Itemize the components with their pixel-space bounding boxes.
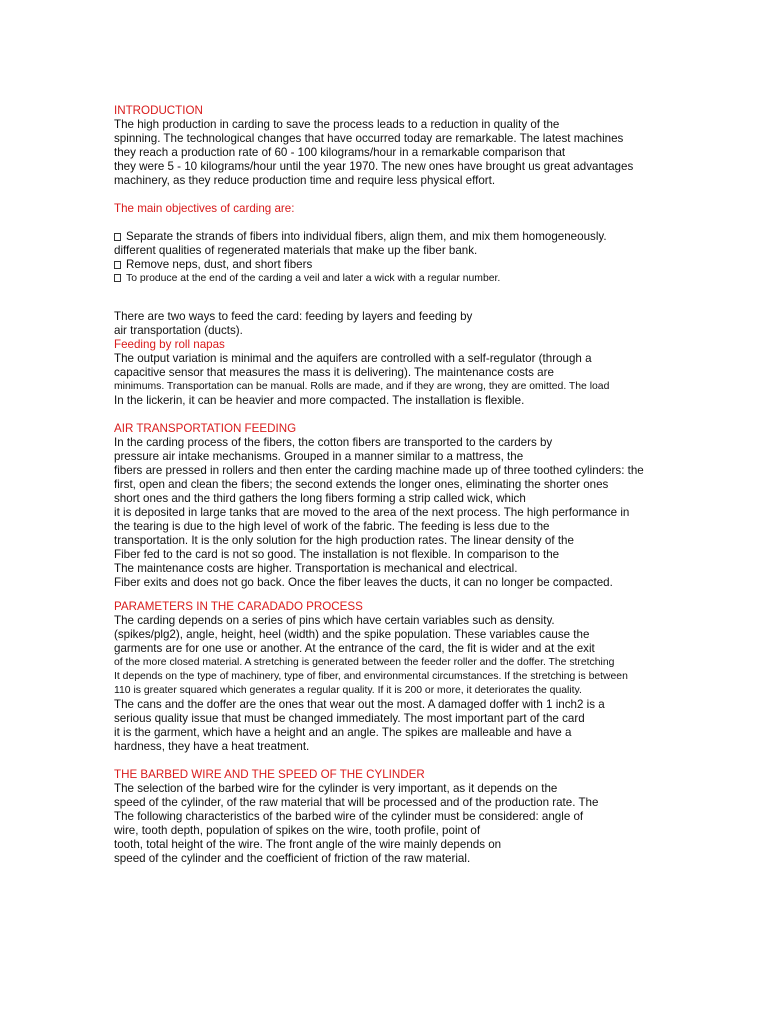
air-feeding-line: The maintenance costs are higher. Transportation is mechanical and electrical. [114,562,518,575]
air-feeding-line: first, open and clean the fibers; the second extends the longer ones, eliminating the shorter ones [114,478,609,491]
air-feeding-line: Fiber exits and does not go back. Once the fiber leaves the ducts, it can no longer be compacted. [114,576,613,589]
air-feeding-line: Fiber fed to the card is not so good. The installation is not flexible. In comparison to the [114,548,560,561]
objective-bullet [114,272,694,286]
intro-line: The high production in carding to save the process leads to a reduction in quality of the [114,118,560,131]
parameters-line: The cans and the doffer are the ones that wear out the most. A damaged doffer with 1 inch2 is a [114,698,605,711]
parameters-line: it is the garment, which have a height and an angle. The spikes are malleable and have a [114,726,572,739]
checkbox-glyph-icon [114,261,121,269]
roll-feeding-line: capacitive sensor that measures the mass it is delivering). The maintenance costs are [114,366,554,379]
barbed-wire-line: tooth, total height of the wire. The front angle of the wire mainly depends on [114,838,502,851]
intro-line: they reach a production rate of 60 - 100 kilograms/hour in a remarkable comparison that [114,146,566,159]
air-feeding-line: short ones and the third gathers the long fibers forming a strip called wick, which [114,492,526,505]
air-feeding-line: fibers are pressed in rollers and then enter the carding machine made up of three toothed cylinders: the [114,464,644,477]
parameters-line: hardness, they have a heat treatment. [114,740,310,753]
objective-bullet [114,258,694,272]
air-feeding-heading: AIR TRANSPORTATION FEEDING [114,422,297,435]
objective-text: To produce at the end of the carding a veil and later a wick with a regular number. [126,273,501,284]
roll-feeding-heading: Feeding by roll napas [114,338,225,351]
barbed-wire-heading: THE BARBED WIRE AND THE SPEED OF THE CYLINDER [114,768,425,781]
objective-bullet [114,230,694,244]
checkbox-glyph-icon [114,274,121,282]
feeding-intro-line: air transportation (ducts). [114,324,243,337]
roll-feeding-line: minimums. Transportation can be manual. Rolls are made, and if they are wrong, they are omitted. The load [114,381,610,392]
parameters-line: serious quality issue that must be changed immediately. The most important part of the card [114,712,585,725]
objective-text: Remove neps, dust, and short fibers [126,258,313,271]
air-feeding-line: it is deposited in large tanks that are moved to the area of the next process. The high performance in [114,506,630,519]
barbed-wire-line: speed of the cylinder and the coefficient of friction of the raw material. [114,852,471,865]
barbed-wire-line: speed of the cylinder, of the raw material that will be processed and of the production rate. The [114,796,599,809]
feeding-intro-line: There are two ways to feed the card: feeding by layers and feeding by [114,310,473,323]
barbed-wire-line: The following characteristics of the barbed wire of the cylinder must be considered: angle of [114,810,584,823]
intro-heading: INTRODUCTION [114,104,203,117]
objective-text: Separate the strands of fibers into individual fibers, align them, and mix them homogeneously. [126,230,607,243]
document-page [114,104,694,866]
intro-line: machinery, as they reduce production time and require less physical effort. [114,174,496,187]
barbed-wire-line: wire, tooth depth, population of spikes on the wire, tooth profile, point of [114,824,481,837]
air-feeding-line: In the carding process of the fibers, the cotton fibers are transported to the carders by [114,436,553,449]
objective-continuation: different qualities of regenerated materials that make up the fiber bank. [114,244,478,257]
checkbox-glyph-icon [114,233,121,241]
air-feeding-line: pressure air intake mechanisms. Grouped in a manner similar to a mattress, the [114,450,524,463]
parameters-line: garments are for one use or another. At the entrance of the card, the fit is wider and at the exit [114,642,595,655]
parameters-heading: PARAMETERS IN THE CARADADO PROCESS [114,600,363,613]
air-feeding-line: the tearing is due to the high level of work of the fabric. The feeding is less due to the [114,520,550,533]
parameters-line: of the more closed material. A stretching is generated between the feeder roller and the doffer. The stretching [114,657,615,668]
parameters-line: 110 is greater squared which generates a regular quality. If it is 200 or more, it deteriorates the quality. [114,685,582,696]
intro-line: spinning. The technological changes that have occurred today are remarkable. The latest machines [114,132,624,145]
roll-feeding-line: In the lickerin, it can be heavier and more compacted. The installation is flexible. [114,394,525,407]
parameters-line: It depends on the type of machinery, type of fiber, and environmental circumstances. If the stretching is between [114,671,628,682]
roll-feeding-line: The output variation is minimal and the aquifers are controlled with a self-regulator (through a [114,352,592,365]
parameters-line: The carding depends on a series of pins which have certain variables such as density. [114,614,555,627]
parameters-line: (spikes/plg2), angle, height, heel (width) and the spike population. These variables cause the [114,628,590,641]
intro-line: they were 5 - 10 kilograms/hour until the year 1970. The new ones have brought us great advantages [114,160,634,173]
barbed-wire-line: The selection of the barbed wire for the cylinder is very important, as it depends on the [114,782,558,795]
air-feeding-line: transportation. It is the only solution for the high production rates. The linear density of the [114,534,574,547]
objectives-heading: The main objectives of carding are: [114,202,295,215]
